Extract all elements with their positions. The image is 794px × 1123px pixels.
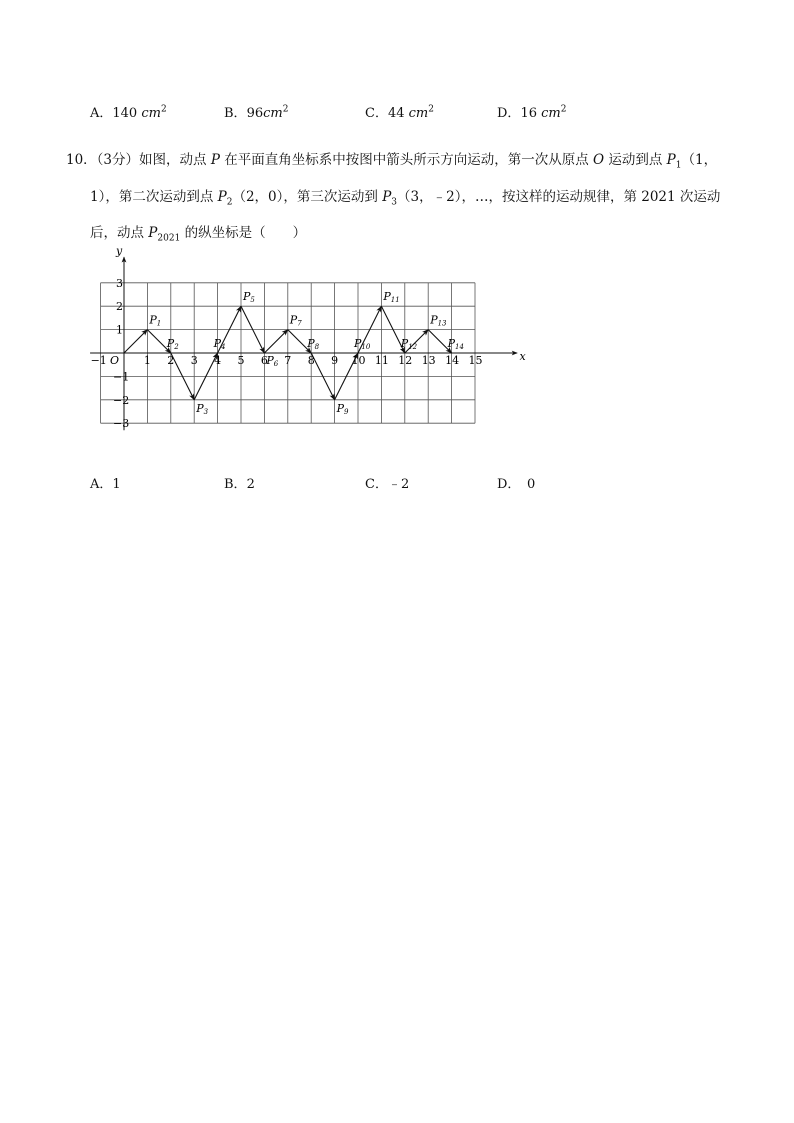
point-label-p8: P8 [307, 337, 320, 351]
x-tick-label: 7 [284, 354, 292, 367]
y-tick-label: −2 [113, 393, 130, 407]
x-tick-label: 8 [307, 354, 315, 367]
y-tick-label: −1 [113, 370, 130, 384]
prev-option-c[interactable]: C．44 $cm^2$ [365, 104, 434, 121]
question-10-text [66, 145, 736, 255]
point-label-p12: P12 [400, 337, 418, 351]
point-label-p10: P10 [354, 337, 371, 351]
question-line-2: 1），第二次运动到点 $P_2(2$，0），第三次运动到 $P_3(3$，﹣2），…，按这样的运动规律，第 2021 次运动 [90, 188, 721, 208]
motion-segment [124, 330, 147, 353]
x-tick-label: 13 [421, 354, 436, 367]
point-label-p7: P7 [289, 313, 302, 328]
question-line-1: 10．（3分）如图，动点 P 在平面直角坐标系中按图中箭头所示方向运动，第一次从原点 O 运动到点 $P_1(1$， [66, 152, 718, 171]
point-label-p14: P14 [447, 337, 464, 351]
point-label-p4: P4 [213, 337, 226, 351]
point-label-p5: P5 [243, 290, 255, 305]
point-label-p9: P9 [336, 401, 349, 416]
motion-segment [264, 330, 287, 353]
answer-option-c[interactable]: C．﹣2 [365, 477, 410, 492]
x-tick-label: 1 [143, 354, 151, 367]
point-label-p6: P6 [266, 354, 279, 368]
x-tick-label: 10 [351, 354, 366, 367]
x-tick-label: 2 [167, 354, 175, 367]
answer-option-d[interactable]: D． 0 [497, 477, 536, 492]
y-tick-label: 3 [116, 276, 123, 290]
x-tick-label: 9 [331, 354, 339, 367]
y-tick-label: 2 [116, 300, 123, 314]
point-label-p1: P1 [149, 313, 162, 328]
x-tick-label: 15 [468, 354, 483, 367]
x-tick-label: 3 [190, 354, 198, 367]
point-label-p3: P3 [196, 401, 209, 416]
point-label-p13: P13 [430, 313, 447, 328]
prev-option-d[interactable]: D．16 $cm^2$ [497, 104, 567, 121]
x-tick-label: 11 [374, 354, 389, 367]
y-tick-label: 1 [116, 323, 123, 337]
x-tick-label: 6 [260, 354, 268, 367]
point-label-p2: P2 [166, 337, 179, 351]
answer-option-b[interactable]: B．2 [224, 477, 255, 492]
x-tick-label: 4 [214, 354, 222, 367]
y-axis-label: y [116, 244, 123, 258]
x-tick-label: −1 [90, 354, 107, 367]
prev-option-b[interactable]: B．$96cm^2$ [224, 104, 289, 121]
origin-label: O [110, 354, 120, 367]
prev-option-a[interactable]: A．140 $cm^2$ [90, 104, 167, 121]
x-tick-label: 12 [398, 354, 413, 367]
x-tick-label: 5 [237, 354, 245, 367]
x-tick-label: 14 [445, 354, 460, 367]
point-label-p11: P11 [383, 290, 400, 305]
x-axis-label: x [519, 350, 526, 363]
y-tick-label: −3 [113, 417, 130, 431]
coordinate-figure [88, 244, 526, 438]
answer-option-a[interactable]: A．1 [90, 477, 121, 492]
question-line-3: 后，动点 $P_{2021}$ 的纵坐标是（ ） [90, 225, 307, 245]
